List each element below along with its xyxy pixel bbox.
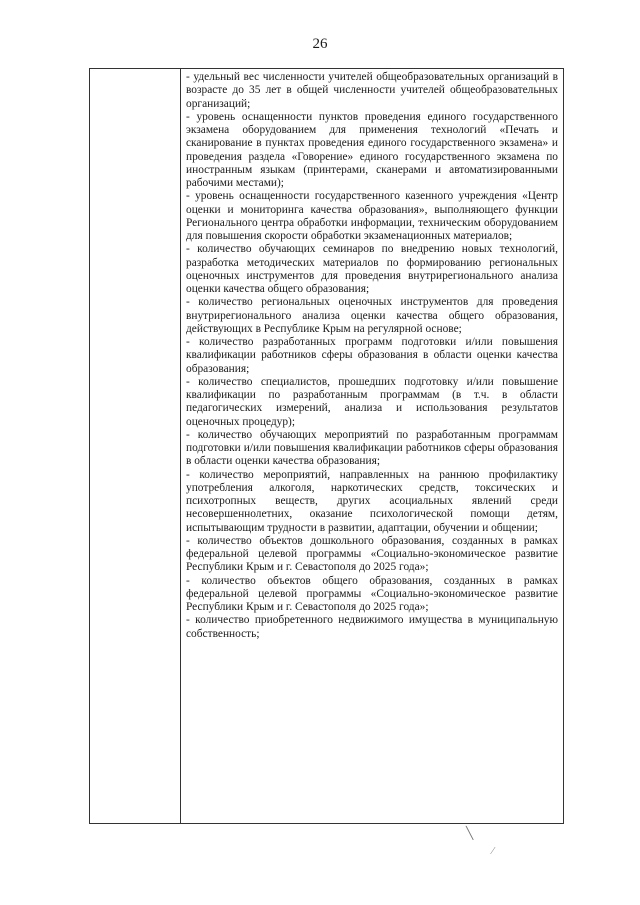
indicator-item: - количество специалистов, прошедших подготовку и/или повышение квалификации по разработанным программам (в т.ч. в области педагогических измерений, анализа и использования результатов оценочных процедур); [186,375,558,428]
indicator-item: - количество объектов общего образования, созданных в рамках федеральной целевой программы «Социально-экономическое развитие Республики Крым и г. Севастополя до 2025 года»; [186,574,558,613]
indicator-item: - уровень оснащенности государственного казенного учреждения «Центр оценки и мониторинга качества образования», выполняющего функции Регионального центра обработки информации, техническим оборудованием для повышения скорости обработки экзаменационных материалов; [186,190,558,242]
indicator-item: - количество объектов дошкольного образования, созданных в рамках федеральной целевой программы «Социально-экономическое развитие Республики Крым и г. Севастополя до 2025 года»; [186,534,558,574]
indicator-item: - удельный вес численности учителей общеобразовательных организаций в возрасте до 35 лет в общей численности учителей общеобразовательных организаций; [186,71,558,110]
page-number: 26 [312,36,328,52]
indicator-item: - уровень оснащенности пунктов проведения единого государственного экзамена оборудованием для применения технологий «Печать и сканирование в пунктах проведения единого государственного экзамена» и проведения раздела «Говорение» единого государственного экзамена по иностранным языкам (принтерами, сканерами и автоматизированными рабочими местами); [186,110,558,189]
indicator-item: - количество обучающих мероприятий по разработанным программам подготовки и/или повышения квалификации работников сферы образования в области оценки качества образования; [186,428,558,468]
indicator-item: - количество региональных оценочных инструментов для проведения внутрирегионального анализа оценки качества общего образования, действующих в Республике Крым на регулярной основе; [186,296,558,335]
scan-tick-mark: ╲ [466,826,474,840]
column-divider [180,69,181,823]
indicator-item: - количество разработанных программ подготовки и/или повышения квалификации работников сферы образования в области оценки качества образования; [186,336,558,375]
indicator-list [186,71,558,641]
indicator-item: - количество мероприятий, направленных на раннюю профилактику употребления алкоголя, наркотических средств, токсических и психотропных веществ, других асоциальных явлений среди несовершеннолетних, оказание психологической помощи детям, испытывающим трудности в развитии, адаптации, обучении и общении; [186,468,558,534]
table-left-cell [90,69,180,823]
indicator-item: - количество обучающих семинаров по внедрению новых технологий, разработка методических материалов по формированию региональных оценочных инструментов для проведения внутрирегионального анализа оценки качества общего образования; [186,243,558,295]
scan-slash-mark: ⁄ [492,846,494,857]
indicator-item: - количество приобретенного недвижимого имущества в муниципальную собственность; [186,614,558,640]
indicator-table [89,68,564,824]
